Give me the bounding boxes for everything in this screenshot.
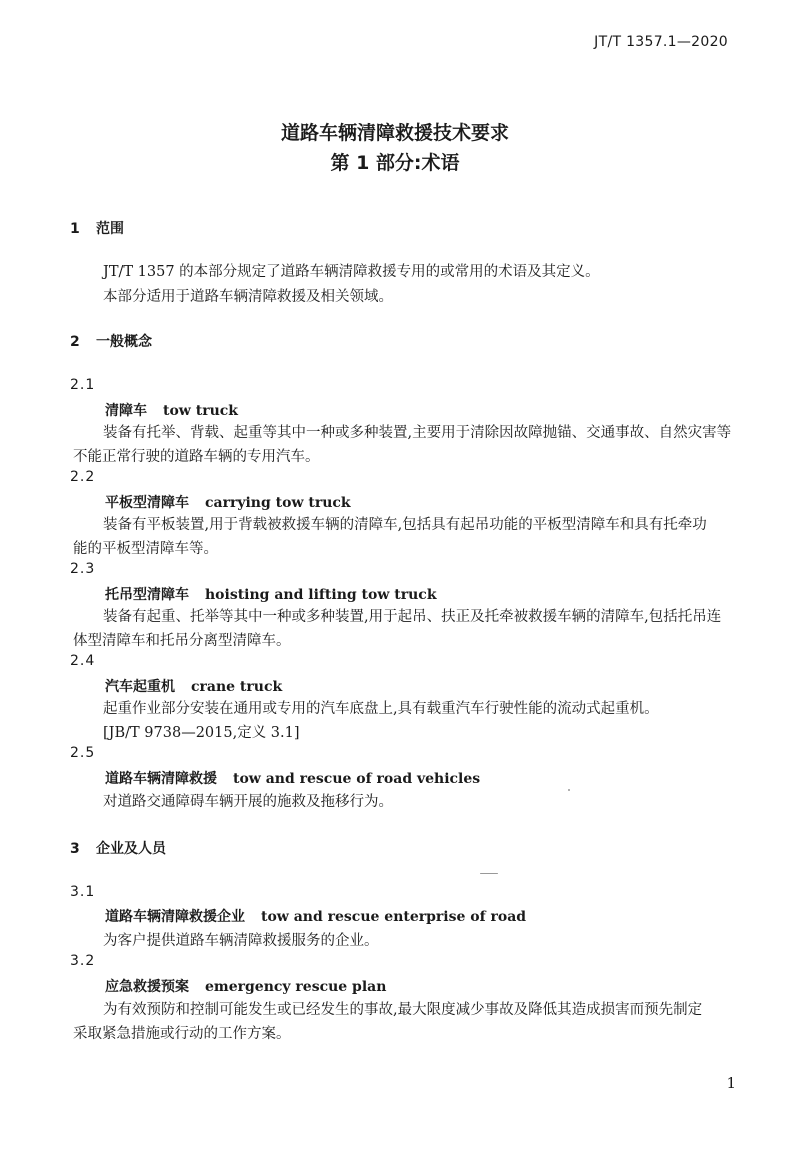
term-chinese: 道路车辆清障救援企业 (105, 909, 245, 925)
section-heading-scope (70, 218, 124, 238)
term-english: hoisting and lifting tow truck (205, 587, 437, 603)
section-title: 范围 (96, 221, 124, 237)
term-definition-line: 装备有托举、背载、起重等其中一种或多种装置,主要用于清除因故障抛锚、交通事故、自然灾害等 (103, 425, 732, 441)
term-definition-line: 采取紧急措施或行动的工作方案。 (73, 1026, 291, 1042)
term-definition-line: 装备有平板装置,用于背载被救援车辆的清障车,包括具有起吊功能的平板型清障车和具有托牵功 (103, 517, 707, 533)
term-definition-line: 起重作业部分安装在通用或专用的汽车底盘上,具有载重汽车行驶性能的流动式起重机。 (103, 701, 659, 717)
clause-number: 2.5 (70, 745, 96, 761)
section-title: 企业及人员 (96, 841, 166, 857)
term-english: tow truck (163, 403, 238, 419)
document-code: JT/T 1357.1—2020 (594, 34, 728, 50)
clause-number: 2.1 (70, 377, 96, 393)
scope-paragraph-2: 本部分适用于道路车辆清障救援及相关领域。 (103, 289, 393, 305)
term-entry (105, 400, 238, 420)
clause-number: 2.4 (70, 653, 96, 669)
clause-number: 2.2 (70, 469, 96, 485)
clause-number: 2.3 (70, 561, 96, 577)
section-number: 2 (70, 334, 80, 350)
clause-number: 3.1 (70, 884, 96, 900)
term-entry (105, 976, 386, 996)
term-entry (105, 676, 282, 696)
term-english: tow and rescue enterprise of road (261, 909, 527, 925)
section-number: 3 (70, 841, 80, 857)
term-definition-line: 为有效预防和控制可能发生或已经发生的事故,最大限度减少事故及降低其造成损害而预先制定 (103, 1002, 703, 1018)
term-english: crane truck (191, 679, 283, 695)
term-entry (105, 584, 437, 604)
term-chinese: 道路车辆清障救援 (105, 771, 217, 787)
term-chinese: 应急救援预案 (105, 979, 189, 995)
term-entry (105, 906, 526, 926)
section-heading-enterprises-personnel (70, 838, 166, 858)
section-title: 一般概念 (96, 334, 152, 350)
term-chinese: 清障车 (105, 403, 147, 419)
term-chinese: 汽车起重机 (105, 679, 175, 695)
section-number: 1 (70, 221, 80, 237)
term-english: carrying tow truck (205, 495, 351, 511)
term-definition-line: 为客户提供道路车辆清障救援服务的企业。 (103, 933, 379, 949)
clause-number: 3.2 (70, 953, 96, 969)
scope-paragraph-1: JT/T 1357 的本部分规定了道路车辆清障救援专用的或常用的术语及其定义。 (103, 264, 600, 280)
scan-speck (568, 789, 570, 791)
term-definition-line: 体型清障车和托吊分离型清障车。 (73, 633, 291, 649)
term-definition-line: 装备有起重、托举等其中一种或多种装置,用于起吊、扶正及托牵被救援车辆的清障车,包括托吊连 (103, 609, 722, 625)
term-entry (105, 492, 351, 512)
term-source-reference: [JB/T 9738—2015,定义 3.1] (103, 725, 300, 741)
term-chinese: 托吊型清障车 (105, 587, 189, 603)
term-definition-line: 能的平板型清障车等。 (73, 541, 218, 557)
term-definition-line: 不能正常行驶的道路车辆的专用汽车。 (73, 449, 320, 465)
term-chinese: 平板型清障车 (105, 495, 189, 511)
term-english: emergency rescue plan (205, 979, 387, 995)
term-definition-line: 对道路交通障碍车辆开展的施救及拖移行为。 (103, 794, 393, 810)
document-subtitle: 第 1 部分:术语 (330, 152, 460, 174)
document-title: 道路车辆清障救援技术要求 (280, 122, 509, 144)
term-english: tow and rescue of road vehicles (233, 771, 481, 787)
page-number: 1 (726, 1074, 736, 1092)
section-heading-general-concepts (70, 331, 152, 351)
term-entry (105, 768, 480, 788)
scan-speck (480, 873, 498, 874)
